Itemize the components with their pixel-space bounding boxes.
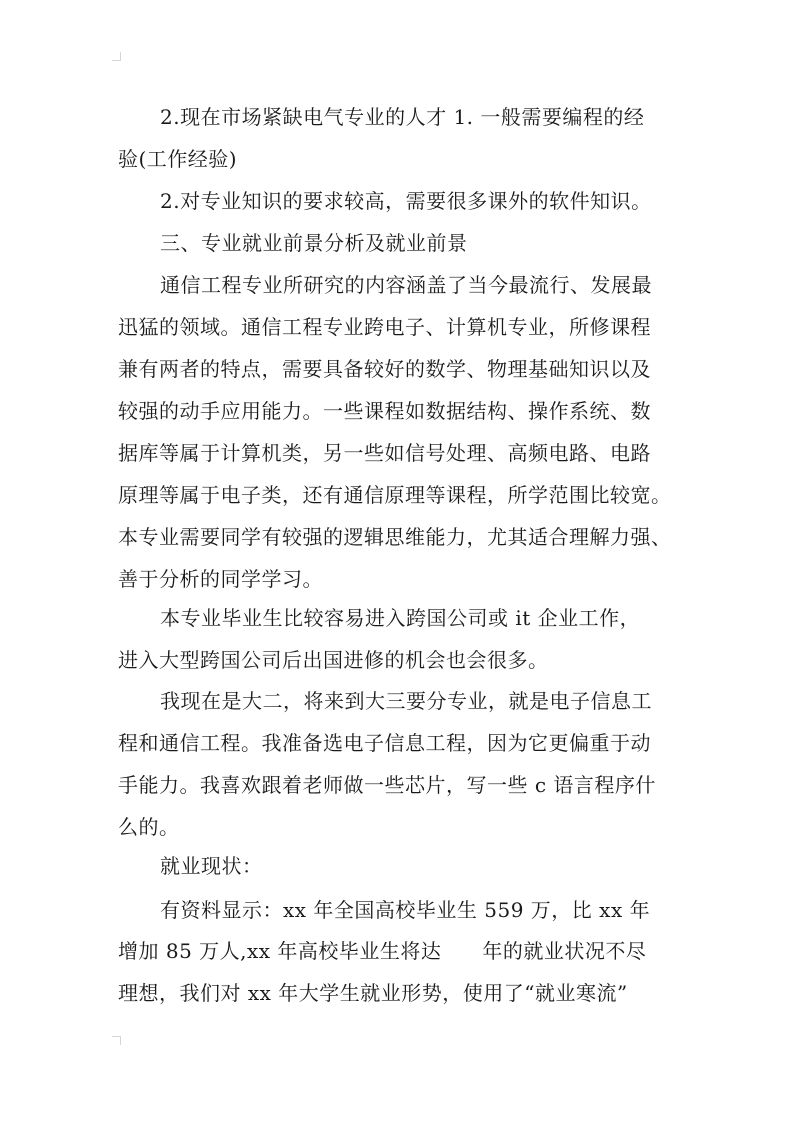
text-line: 增加 85 万人,xx 年高校毕业生将达 年的就业状况不尽: [118, 939, 647, 963]
section-heading: 就业现状：: [160, 854, 263, 878]
text-line: 本专业需要同学有较强的逻辑思维能力，尤其适合理解力强、: [118, 525, 672, 549]
text-line: 2.现在市场紧缺电气专业的人才 1. 一般需要编程的经: [160, 105, 645, 129]
text-line: 兼有两者的特点，需要具备较好的数学、物理基础知识以及: [118, 357, 651, 381]
text-line: 迅猛的领域。通信工程专业跨电子、计算机专业，所修课程: [118, 315, 651, 339]
text-line: 本专业毕业生比较容易进入跨国公司或 it 企业工作，: [160, 606, 641, 630]
text-line: 我现在是大二，将来到大三要分专业，就是电子信息工: [160, 689, 652, 713]
text-line: 程和通信工程。我准备选电子信息工程，因为它更偏重于动: [118, 731, 651, 755]
text-line: 较强的动手应用能力。一些课程如数据结构、操作系统、数: [118, 399, 651, 423]
text-line: 原理等属于电子类，还有通信原理等课程，所学范围比较宽。: [118, 483, 672, 507]
text-line: 据库等属于计算机类，另一些如信号处理、高频电路、电路: [118, 441, 651, 465]
text-line: 有资料显示：xx 年全国高校毕业生 559 万，比 xx 年: [160, 898, 651, 922]
text-line: 理想，我们对 xx 年大学生就业形势，使用了“就业寒流”: [118, 981, 628, 1005]
text-line: 进入大型跨国公司后出国进修的机会也会很多。: [118, 648, 549, 672]
text-line: 通信工程专业所研究的内容涵盖了当今最流行、发展最: [160, 273, 652, 297]
section-heading: 三、专业就业前景分析及就业前景: [160, 231, 468, 255]
page-corner-mark-bottom: [112, 1036, 121, 1045]
text-line: 验(工作经验): [118, 147, 238, 171]
text-line: 么的。: [118, 815, 180, 839]
page-corner-mark-top: [112, 52, 121, 61]
text-line: 手能力。我喜欢跟着老师做一些芯片，写一些 c 语言程序什: [118, 773, 656, 797]
text-line: 2.对专业知识的要求较高，需要很多课外的软件知识。: [160, 189, 652, 213]
text-line: 善于分析的同学学习。: [118, 567, 323, 591]
